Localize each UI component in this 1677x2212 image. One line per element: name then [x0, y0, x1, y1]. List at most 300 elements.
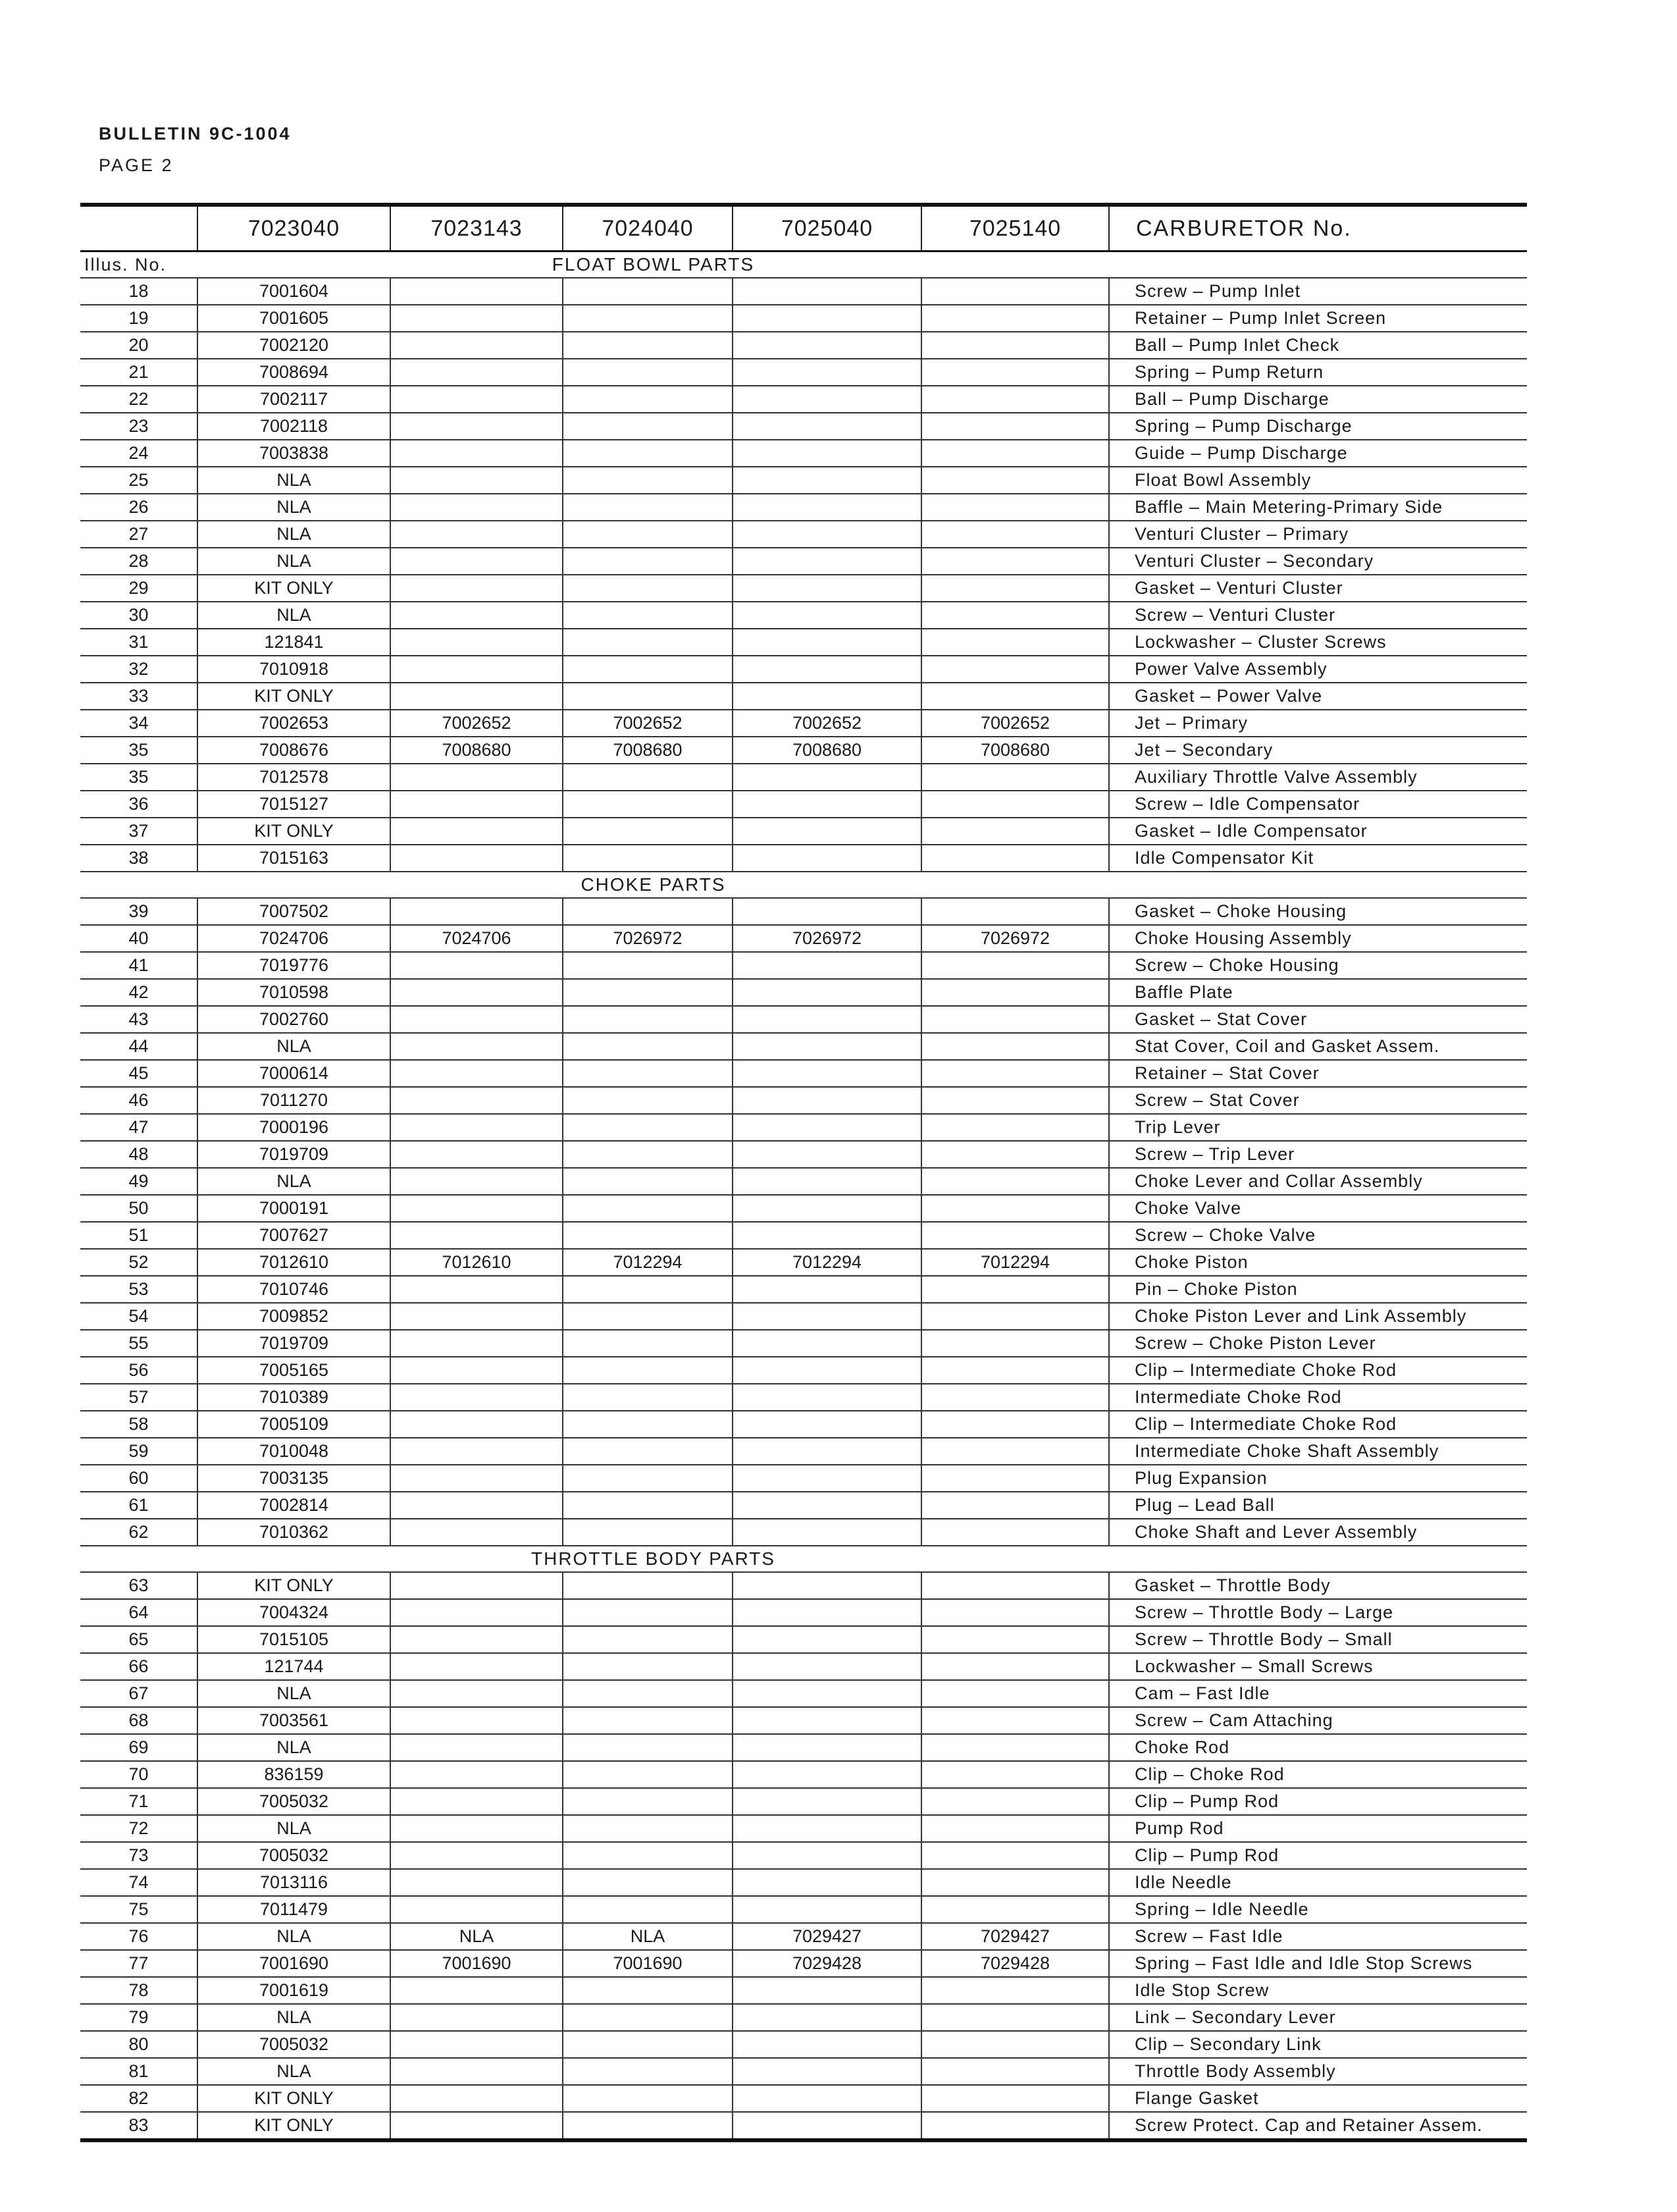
part-number-cell: [390, 305, 563, 332]
part-row: [80, 1222, 1527, 1249]
illus-number: 31: [80, 629, 197, 656]
part-number-cell: NLA: [197, 1033, 390, 1060]
part-number-cell: [921, 386, 1109, 413]
part-row: [80, 305, 1527, 332]
part-row: [80, 1680, 1527, 1707]
part-number-cell: [733, 2031, 921, 2058]
part-number-cell: 7008680: [733, 737, 921, 764]
part-number-cell: [390, 1411, 563, 1438]
part-row: [80, 1168, 1527, 1195]
illus-number: 30: [80, 602, 197, 629]
part-description: Trip Lever: [1109, 1114, 1527, 1141]
part-number-cell: 7002652: [921, 710, 1109, 737]
model-column-header: 7025040: [733, 205, 921, 251]
part-number-cell: [390, 898, 563, 925]
illus-number: 83: [80, 2112, 197, 2140]
illus-no-label: [80, 872, 197, 898]
part-number-cell: [563, 1707, 733, 1734]
part-number-cell: [563, 1842, 733, 1869]
part-row: [80, 332, 1527, 359]
part-number-cell: [733, 440, 921, 467]
part-row: [80, 1276, 1527, 1303]
illus-number: 47: [80, 1114, 197, 1141]
part-row: [80, 818, 1527, 845]
illus-number: 46: [80, 1087, 197, 1114]
part-row: [80, 1734, 1527, 1761]
part-number-cell: [733, 1033, 921, 1060]
part-number-cell: [733, 1761, 921, 1788]
part-description: Screw – Pump Inlet: [1109, 278, 1527, 305]
part-number-cell: [390, 2004, 563, 2031]
illus-number: 69: [80, 1734, 197, 1761]
part-number-cell: [733, 1222, 921, 1249]
part-row: [80, 602, 1527, 629]
part-number-cell: 7010918: [197, 656, 390, 683]
illus-number: 79: [80, 2004, 197, 2031]
part-number-cell: 7003135: [197, 1465, 390, 1492]
illus-number: 54: [80, 1303, 197, 1330]
illus-number: 48: [80, 1141, 197, 1168]
part-number-cell: [390, 1869, 563, 1896]
part-number-cell: [733, 845, 921, 872]
illus-number: 28: [80, 548, 197, 575]
part-number-cell: [921, 898, 1109, 925]
part-number-cell: [733, 1411, 921, 1438]
illus-number: 80: [80, 2031, 197, 2058]
part-number-cell: 7002118: [197, 413, 390, 440]
part-number-cell: [921, 1087, 1109, 1114]
part-description: Idle Compensator Kit: [1109, 845, 1527, 872]
part-description: Gasket – Choke Housing: [1109, 898, 1527, 925]
part-number-cell: [733, 1438, 921, 1465]
part-number-cell: [733, 548, 921, 575]
part-number-cell: 7029427: [733, 1923, 921, 1950]
model-column-header: 7025140: [921, 205, 1109, 251]
part-description: Ball – Pump Discharge: [1109, 386, 1527, 413]
part-number-cell: [563, 1222, 733, 1249]
part-number-cell: [563, 440, 733, 467]
part-description: Spring – Fast Idle and Idle Stop Screws: [1109, 1950, 1527, 1977]
part-row: [80, 548, 1527, 575]
part-number-cell: 7008680: [921, 737, 1109, 764]
illus-number: 82: [80, 2085, 197, 2112]
illus-number: 45: [80, 1060, 197, 1087]
part-number-cell: [390, 1195, 563, 1222]
part-description: Lockwasher – Cluster Screws: [1109, 629, 1527, 656]
part-number-cell: 7010362: [197, 1519, 390, 1546]
part-description: Ball – Pump Inlet Check: [1109, 332, 1527, 359]
part-number-cell: 7002120: [197, 332, 390, 359]
part-number-cell: [921, 1707, 1109, 1734]
part-description: Clip – Secondary Link: [1109, 2031, 1527, 2058]
part-number-cell: [563, 1330, 733, 1357]
part-number-cell: [390, 1438, 563, 1465]
part-number-cell: [921, 2031, 1109, 2058]
part-number-cell: [921, 1222, 1109, 1249]
illus-number: 36: [80, 791, 197, 818]
part-row: [80, 1842, 1527, 1869]
part-number-cell: 7003838: [197, 440, 390, 467]
part-number-cell: [921, 278, 1109, 305]
part-description: Screw – Stat Cover: [1109, 1087, 1527, 1114]
part-number-cell: 7001690: [197, 1950, 390, 1977]
part-description: Gasket – Idle Compensator: [1109, 818, 1527, 845]
part-number-cell: 7000614: [197, 1060, 390, 1087]
illus-number: 21: [80, 359, 197, 386]
part-number-cell: 7019709: [197, 1330, 390, 1357]
part-description: Screw – Venturi Cluster: [1109, 602, 1527, 629]
part-number-cell: [390, 1465, 563, 1492]
illus-number: 19: [80, 305, 197, 332]
part-row: [80, 1977, 1527, 2004]
part-number-cell: [563, 629, 733, 656]
part-number-cell: 7000191: [197, 1195, 390, 1222]
part-number-cell: 7005032: [197, 1842, 390, 1869]
part-number-cell: NLA: [197, 1680, 390, 1707]
part-number-cell: 7015105: [197, 1626, 390, 1653]
part-number-cell: 7013116: [197, 1869, 390, 1896]
part-number-cell: [563, 1788, 733, 1815]
illus-number: 49: [80, 1168, 197, 1195]
part-number-cell: [390, 1060, 563, 1087]
part-row: [80, 575, 1527, 602]
part-number-cell: NLA: [197, 467, 390, 494]
part-number-cell: [563, 845, 733, 872]
part-number-cell: [390, 1168, 563, 1195]
part-number-cell: 7005109: [197, 1411, 390, 1438]
part-number-cell: NLA: [197, 1168, 390, 1195]
part-number-cell: [921, 494, 1109, 521]
part-number-cell: 7002117: [197, 386, 390, 413]
part-description: Screw – Choke Housing: [1109, 952, 1527, 979]
part-number-cell: [921, 1303, 1109, 1330]
part-row: [80, 845, 1527, 872]
part-number-cell: [563, 1869, 733, 1896]
part-number-cell: [733, 1195, 921, 1222]
part-number-cell: [921, 764, 1109, 791]
part-number-cell: [390, 2085, 563, 2112]
part-row: [80, 467, 1527, 494]
part-description: Choke Shaft and Lever Assembly: [1109, 1519, 1527, 1546]
illus-number: 51: [80, 1222, 197, 1249]
part-number-cell: [563, 952, 733, 979]
part-number-cell: [563, 386, 733, 413]
part-number-cell: [563, 898, 733, 925]
part-row: [80, 1815, 1527, 1842]
part-number-cell: [390, 1707, 563, 1734]
part-number-cell: 7008676: [197, 737, 390, 764]
part-number-cell: 7002814: [197, 1492, 390, 1519]
bulletin-number: BULLETIN 9C-1004: [99, 124, 292, 144]
part-number-cell: [733, 1168, 921, 1195]
part-number-cell: [921, 1761, 1109, 1788]
part-description: Clip – Intermediate Choke Rod: [1109, 1411, 1527, 1438]
part-number-cell: [733, 2112, 921, 2140]
part-number-cell: NLA: [197, 1923, 390, 1950]
part-description: Clip – Pump Rod: [1109, 1842, 1527, 1869]
section-spacer: [1109, 872, 1527, 898]
part-number-cell: [733, 1114, 921, 1141]
part-number-cell: [390, 413, 563, 440]
part-description: Throttle Body Assembly: [1109, 2058, 1527, 2085]
part-number-cell: [733, 2058, 921, 2085]
part-number-cell: [733, 1060, 921, 1087]
part-number-cell: [921, 1842, 1109, 1869]
part-number-cell: [390, 629, 563, 656]
part-row: [80, 359, 1527, 386]
part-description: Jet – Secondary: [1109, 737, 1527, 764]
illus-number: 62: [80, 1519, 197, 1546]
part-row: [80, 710, 1527, 737]
part-number-cell: [733, 359, 921, 386]
part-number-cell: KIT ONLY: [197, 1572, 390, 1599]
part-number-cell: 7002652: [390, 710, 563, 737]
header-blank-cell: [80, 205, 197, 251]
part-number-cell: [733, 1599, 921, 1626]
part-row: [80, 1087, 1527, 1114]
part-number-cell: [921, 1357, 1109, 1384]
part-number-cell: [390, 440, 563, 467]
illus-number: 34: [80, 710, 197, 737]
part-number-cell: [733, 575, 921, 602]
part-number-cell: 7002760: [197, 1006, 390, 1033]
part-number-cell: 7008680: [390, 737, 563, 764]
part-number-cell: [390, 1626, 563, 1653]
part-number-cell: 7002653: [197, 710, 390, 737]
part-number-cell: [921, 332, 1109, 359]
part-number-cell: [921, 1033, 1109, 1060]
part-number-cell: [563, 467, 733, 494]
model-column-header: 7023040: [197, 205, 390, 251]
part-number-cell: 7003561: [197, 1707, 390, 1734]
illus-number: 66: [80, 1653, 197, 1680]
part-description: Screw – Cam Attaching: [1109, 1707, 1527, 1734]
part-number-cell: [733, 1869, 921, 1896]
part-number-cell: [733, 278, 921, 305]
part-number-cell: 7001605: [197, 305, 390, 332]
part-number-cell: [563, 1141, 733, 1168]
part-row: [80, 1572, 1527, 1599]
part-number-cell: [390, 548, 563, 575]
part-row: [80, 440, 1527, 467]
part-description: Venturi Cluster – Secondary: [1109, 548, 1527, 575]
part-number-cell: [733, 1465, 921, 1492]
part-number-cell: [733, 629, 921, 656]
part-number-cell: 7000196: [197, 1114, 390, 1141]
parts-table: [80, 203, 1527, 2142]
illus-number: 78: [80, 1977, 197, 2004]
part-number-cell: [921, 2058, 1109, 2085]
part-row: [80, 2031, 1527, 2058]
illus-number: 50: [80, 1195, 197, 1222]
illus-number: 60: [80, 1465, 197, 1492]
part-number-cell: 7001619: [197, 1977, 390, 2004]
part-number-cell: [390, 818, 563, 845]
part-number-cell: [563, 332, 733, 359]
part-description: Choke Lever and Collar Assembly: [1109, 1168, 1527, 1195]
part-number-cell: [390, 1357, 563, 1384]
part-description: Gasket – Venturi Cluster: [1109, 575, 1527, 602]
part-row: [80, 1060, 1527, 1087]
part-number-cell: 7010389: [197, 1384, 390, 1411]
part-number-cell: [733, 386, 921, 413]
part-number-cell: [921, 1680, 1109, 1707]
part-number-cell: KIT ONLY: [197, 2085, 390, 2112]
part-number-cell: [733, 1357, 921, 1384]
part-number-cell: 7024706: [197, 925, 390, 952]
part-description: Clip – Pump Rod: [1109, 1788, 1527, 1815]
part-number-cell: [390, 521, 563, 548]
part-description: Choke Valve: [1109, 1195, 1527, 1222]
part-number-cell: [921, 1572, 1109, 1599]
part-description: Screw – Choke Piston Lever: [1109, 1330, 1527, 1357]
model-column-header: 7024040: [563, 205, 733, 251]
part-number-cell: 7012294: [733, 1249, 921, 1276]
part-description: Baffle Plate: [1109, 979, 1527, 1006]
part-number-cell: [921, 818, 1109, 845]
part-number-cell: [563, 1626, 733, 1653]
part-row: [80, 683, 1527, 710]
part-description: Clip – Intermediate Choke Rod: [1109, 1357, 1527, 1384]
illus-number: 70: [80, 1761, 197, 1788]
part-number-cell: [390, 1761, 563, 1788]
part-number-cell: [563, 791, 733, 818]
part-row: [80, 1249, 1527, 1276]
part-number-cell: [921, 2085, 1109, 2112]
part-row: [80, 952, 1527, 979]
part-row: [80, 521, 1527, 548]
illus-number: 43: [80, 1006, 197, 1033]
part-number-cell: [563, 548, 733, 575]
part-number-cell: [921, 359, 1109, 386]
part-number-cell: [733, 979, 921, 1006]
illus-number: 27: [80, 521, 197, 548]
part-number-cell: [390, 2058, 563, 2085]
part-number-cell: [921, 1896, 1109, 1923]
part-number-cell: 7029428: [733, 1950, 921, 1977]
part-description: Screw – Fast Idle: [1109, 1923, 1527, 1950]
illus-number: 76: [80, 1923, 197, 1950]
illus-number: 22: [80, 386, 197, 413]
part-number-cell: [733, 1276, 921, 1303]
part-number-cell: 7007502: [197, 898, 390, 925]
part-number-cell: [390, 1734, 563, 1761]
illus-number: 72: [80, 1815, 197, 1842]
illus-no-label: Illus. No.: [80, 251, 197, 278]
part-number-cell: [733, 952, 921, 979]
part-row: [80, 1465, 1527, 1492]
part-number-cell: [563, 1438, 733, 1465]
part-description: Screw Protect. Cap and Retainer Assem.: [1109, 2112, 1527, 2140]
part-number-cell: [921, 1276, 1109, 1303]
part-number-cell: [921, 602, 1109, 629]
part-number-cell: [390, 2031, 563, 2058]
part-number-cell: 7029428: [921, 1950, 1109, 1977]
part-number-cell: [921, 1788, 1109, 1815]
part-number-cell: [390, 1384, 563, 1411]
part-description: Spring – Pump Discharge: [1109, 413, 1527, 440]
part-number-cell: [921, 413, 1109, 440]
part-number-cell: [733, 521, 921, 548]
part-number-cell: [563, 1734, 733, 1761]
part-row: [80, 764, 1527, 791]
part-number-cell: [921, 1599, 1109, 1626]
part-number-cell: [733, 1707, 921, 1734]
part-number-cell: [733, 467, 921, 494]
part-number-cell: [390, 1572, 563, 1599]
part-number-cell: 121744: [197, 1653, 390, 1680]
part-number-cell: [921, 1411, 1109, 1438]
part-row: [80, 1006, 1527, 1033]
part-number-cell: 7005032: [197, 1788, 390, 1815]
part-description: Lockwasher – Small Screws: [1109, 1653, 1527, 1680]
illus-number: 24: [80, 440, 197, 467]
part-number-cell: [921, 2112, 1109, 2140]
part-number-cell: 7010048: [197, 1438, 390, 1465]
illus-number: 35: [80, 764, 197, 791]
part-number-cell: [733, 656, 921, 683]
part-number-cell: 7007627: [197, 1222, 390, 1249]
part-description: Gasket – Stat Cover: [1109, 1006, 1527, 1033]
illus-number: 61: [80, 1492, 197, 1519]
illus-number: 37: [80, 818, 197, 845]
part-number-cell: 7012610: [390, 1249, 563, 1276]
part-number-cell: [921, 1977, 1109, 2004]
part-row: [80, 979, 1527, 1006]
part-description: Screw – Trip Lever: [1109, 1141, 1527, 1168]
carburetor-number-header: CARBURETOR No.: [1109, 205, 1527, 251]
part-number-cell: [390, 845, 563, 872]
illus-number: 74: [80, 1869, 197, 1896]
section-title: FLOAT BOWL PARTS: [197, 251, 1109, 278]
part-number-cell: [563, 1357, 733, 1384]
part-number-cell: KIT ONLY: [197, 683, 390, 710]
part-description: Choke Rod: [1109, 1734, 1527, 1761]
part-number-cell: [563, 1060, 733, 1087]
part-row: [80, 386, 1527, 413]
part-row: [80, 2085, 1527, 2112]
illus-number: 58: [80, 1411, 197, 1438]
part-description: Spring – Pump Return: [1109, 359, 1527, 386]
part-description: Baffle – Main Metering-Primary Side: [1109, 494, 1527, 521]
illus-number: 55: [80, 1330, 197, 1357]
part-number-cell: [733, 332, 921, 359]
part-number-cell: NLA: [197, 1815, 390, 1842]
part-number-cell: [733, 1087, 921, 1114]
part-number-cell: [390, 1788, 563, 1815]
part-description: Link – Secondary Lever: [1109, 2004, 1527, 2031]
part-number-cell: 7012294: [563, 1249, 733, 1276]
model-column-header: 7023143: [390, 205, 563, 251]
part-row: [80, 2112, 1527, 2140]
part-number-cell: KIT ONLY: [197, 2112, 390, 2140]
part-description: Idle Needle: [1109, 1869, 1527, 1896]
part-number-cell: [563, 278, 733, 305]
part-row: [80, 737, 1527, 764]
part-number-cell: [390, 1276, 563, 1303]
part-number-cell: [390, 1599, 563, 1626]
part-number-cell: [390, 1653, 563, 1680]
part-number-cell: [563, 2112, 733, 2140]
part-number-cell: [733, 1572, 921, 1599]
part-row: [80, 1519, 1527, 1546]
part-number-cell: 7012578: [197, 764, 390, 791]
part-number-cell: [563, 1114, 733, 1141]
illus-number: 77: [80, 1950, 197, 1977]
part-number-cell: [563, 1680, 733, 1707]
illus-number: 59: [80, 1438, 197, 1465]
part-row: [80, 1303, 1527, 1330]
